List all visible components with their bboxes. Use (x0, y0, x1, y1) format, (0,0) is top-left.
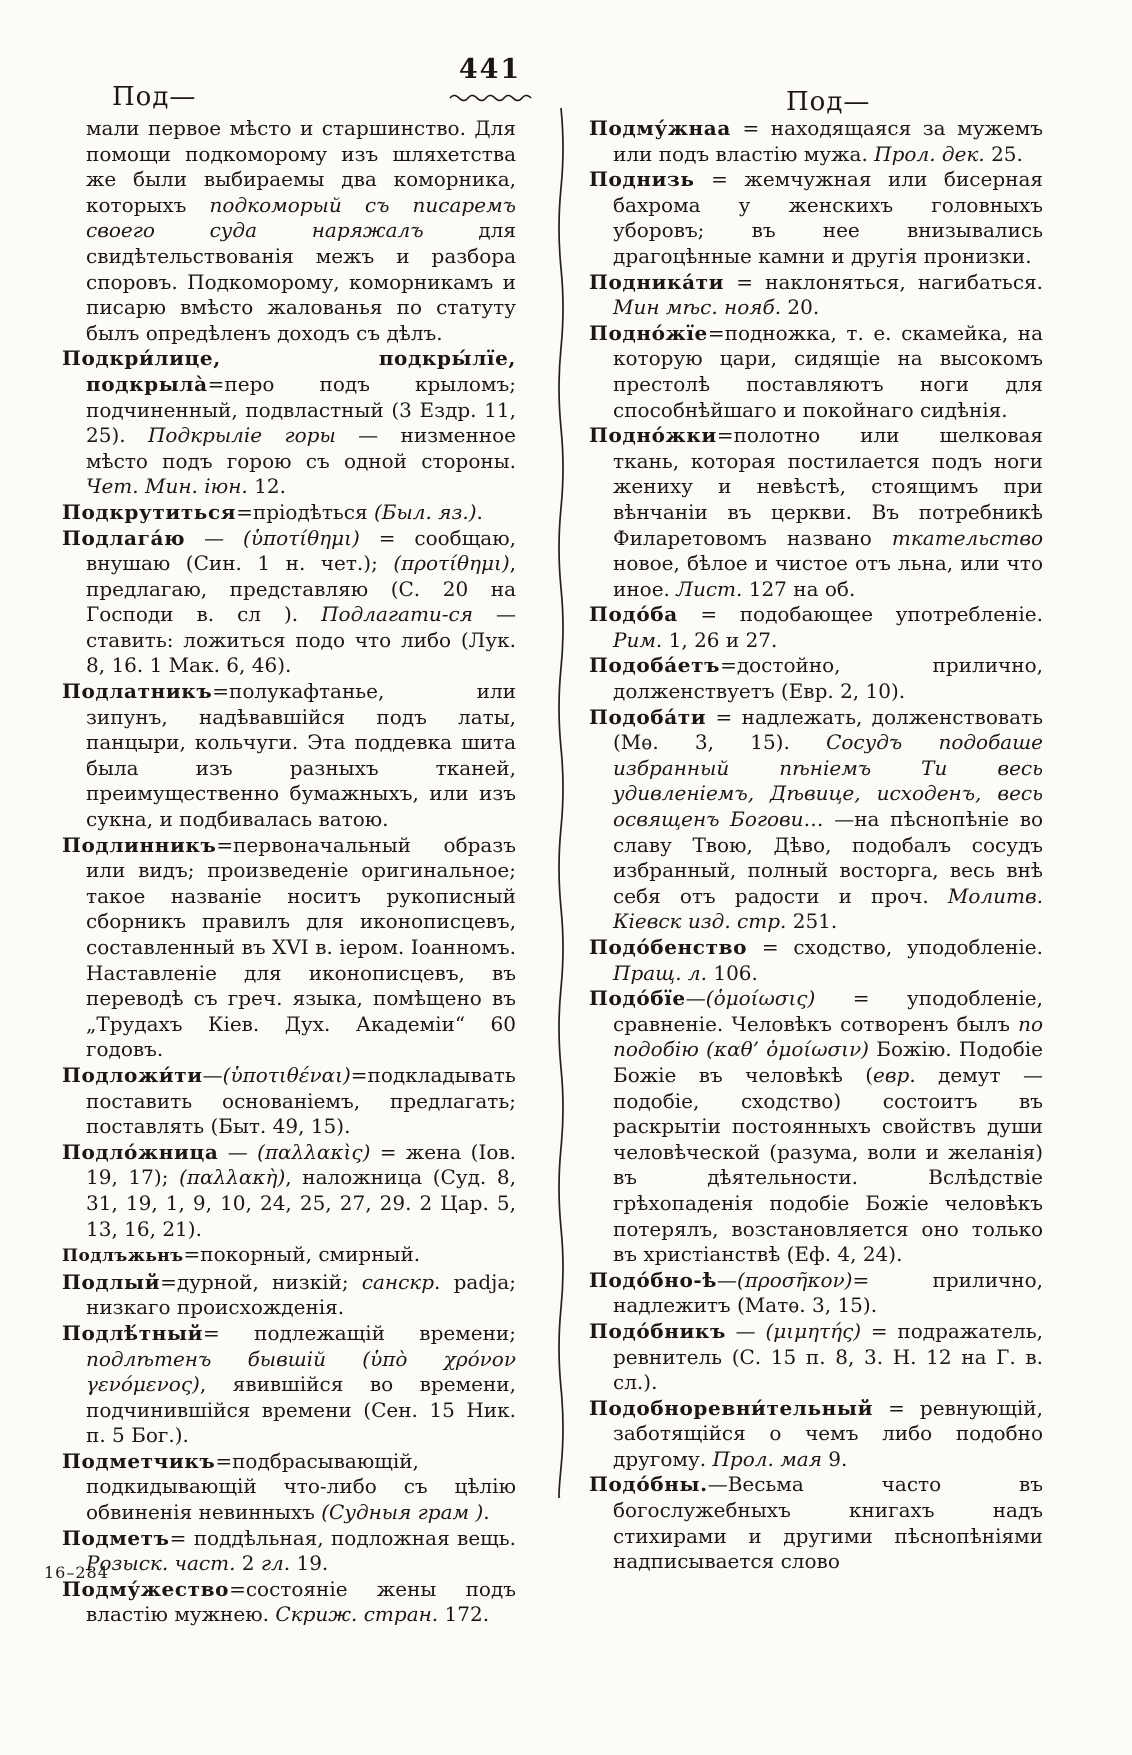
citation-text: Прол. дек. (874, 141, 985, 166)
definition-text: 251. (786, 909, 838, 934)
headword: Подло́жница (62, 1139, 219, 1164)
headword: Подкрутиться (62, 499, 237, 524)
citation-text: Пращ. л. (613, 960, 707, 985)
definition-text: =подкладывать поставить основаніемъ, предлагать; поставлять (Быт. 49, 15). (86, 1062, 516, 1139)
citation-text: подкоморый съ писаремъ своего суда наряжалъ (86, 192, 516, 243)
definition-text: . (476, 499, 483, 524)
definition-text: = уподобленіе, сравненіе. Человѣкъ сотворенъ былъ (613, 986, 1043, 1036)
headword: Подобноревни́тельный (589, 1395, 874, 1420)
dictionary-entry (589, 321, 1043, 423)
definition-text: = жена (Іов. 19, 17); (86, 1139, 516, 1190)
left-column (62, 116, 516, 1628)
dictionary-entry (589, 935, 1043, 986)
citation-text: гл. (260, 1551, 291, 1576)
definition-text: 2 (235, 1551, 261, 1576)
definition-text: 20. (781, 295, 820, 320)
definition-text: — (716, 1267, 737, 1292)
headword: Подкри́лице, подкры́лїе, подкрыла̀ (62, 346, 516, 396)
definition-text: — (202, 1062, 223, 1087)
headword: Подлъжьнъ (62, 1246, 184, 1267)
definition-text: = сообщаю, внушаю (Син. 1 н. чет.); (86, 525, 516, 576)
dictionary-entry (589, 423, 1043, 602)
definition-text: =достойно, прилично, долженствуетъ (Евр. 2, 10). (613, 653, 1043, 704)
headword: Подлатникъ (62, 679, 213, 704)
dictionary-entry (62, 526, 516, 680)
headword: Подо́ба (589, 602, 678, 627)
greek-text: (παλλακὴ) (179, 1165, 286, 1190)
column-divider (556, 108, 566, 1498)
definition-text: 12. (247, 474, 286, 499)
citation-text: Мин мѣс. нояб. (613, 295, 782, 320)
definition-text: = прилично, надлежитъ (Матѳ. 3, 15). (613, 1267, 1043, 1318)
citation-text: (Судныя грам ) (321, 1500, 484, 1525)
definition-text: — (218, 1139, 258, 1164)
greek-text: (προσῆκον) (736, 1267, 853, 1292)
headword: Подо́бїе (589, 986, 686, 1011)
definition-text: =подбрасывающій, подкидывающій что-либо съ цѣлію обвиненія невинныхъ (86, 1448, 516, 1525)
dictionary-entry (589, 1268, 1043, 1319)
running-head-right: Под— (786, 87, 871, 117)
citation-text: Сосудъ подобаше избранный пѣніемъ Ти весь удивленіемъ, Дѣвице, исходенъ, весь освященъ Богови… (613, 730, 1043, 832)
headword: Подму́жество (62, 1576, 230, 1601)
definition-text: =полотно или шелковая ткань, которая постилается подъ ноги жениху и невѣстѣ, стоящимъ при вѣнчаніи въ церкви. Въ потребникѣ Филаретовомъ названо (613, 423, 1043, 550)
citation-text: по подобію (613, 1011, 1043, 1062)
citation-text: санскр (361, 1269, 435, 1294)
greek-text: (καθ’ ὁμοίωσιν) (706, 1037, 869, 1062)
dictionary-entry (589, 705, 1043, 935)
definition-text: 19. (290, 1551, 329, 1576)
dictionary-entry (62, 1526, 516, 1577)
headword: Подо́бенство (589, 935, 748, 959)
definition-text: =первоначальный образъ или видъ; произведеніе оригинальное; такое названіе носитъ рукописный сборникъ правилъ для иконописцевъ, составленный въ XVI в. іером. Іоанномъ. Наставленіе для иконописцевъ, въ переводѣ съ греч. языка, помѣщено въ „Трудахъ Кіев. Дух. Академіи“ 60 годовъ. (86, 832, 516, 1062)
citation-text: ткательство (891, 525, 1043, 550)
definition-text: = жемчужная или бисерная бахрома у женскихъ головныхъ уборовъ; въ нее внизывались драгоцѣнные камни и другія пронизки. (613, 167, 1043, 268)
dictionary-entry (62, 833, 516, 1063)
definition-text: , наложница (Суд. 8, 31, 19, 1, 9, 10, 24, 25, 27, 29. 2 Цар. 5, 13, 16, 21). (86, 1165, 516, 1241)
headword: Подника́ти (589, 269, 725, 294)
headword: Поднизь (589, 167, 695, 192)
page-number-underline (448, 92, 538, 104)
definition-text: . демут — подобіе, сходство) состоитъ въ раскрытіи постоянныхъ свойствъ души человѣческой (разума, воли и желанія) въ дѣятельности. Вслѣдствіе грѣхопаденія подобіе Божіе человѣкъ потерялъ, возстановляется оно только въ христіанствѣ (Еф. 4, 24). (613, 1062, 1043, 1267)
definition-text: =перо подъ крыломъ; подчиненный, подвластный (3 Ездр. 11, 25). (86, 371, 516, 448)
citation-text: Подкрыліе горы (147, 423, 336, 448)
dictionary-entry (589, 167, 1043, 269)
definition-text: 127 на об. (742, 576, 856, 601)
page-number: 441 (458, 54, 522, 85)
definition-text: 9. (821, 1446, 848, 1471)
definition-text: 106. (707, 960, 758, 985)
greek-text: (προτίθημι) (393, 551, 510, 576)
headword: Подо́бно-ѣ (589, 1267, 717, 1292)
definition-text: = ревнующій, заботящійся о чемъ либо подобно другому. (613, 1395, 1043, 1471)
greek-text: (ὁμοίωσις) (705, 986, 816, 1011)
greek-text: (ὑπὸ χρόνον γενόμενος) (86, 1346, 516, 1397)
headword: Подму́жнаа (589, 116, 731, 140)
definition-text: . padja; низкаго происхожденія. (86, 1269, 516, 1320)
dictionary-entry (62, 1270, 516, 1321)
definition-text: 25. (984, 141, 1023, 166)
citation-text: Чет. Мин. іюн. (86, 474, 248, 499)
definition-text: , явившійся во времени, подчинившійся времени (Сен. 15 Ник. п. 5 Бог.). (86, 1372, 516, 1448)
definition-text: новое, бѣлое и чистое отъ льна, или что иное. (613, 551, 1043, 601)
definition-text: = наклоняться, нагибаться. (724, 269, 1043, 294)
dictionary-entry (589, 653, 1043, 704)
dictionary-entry (62, 500, 516, 526)
greek-text: (ὑποτιθέναι) (222, 1062, 351, 1087)
definition-text: — низменное мѣсто подъ горою съ одной стороны. (86, 423, 517, 473)
dictionary-entry (62, 1321, 516, 1449)
dictionary-entry (589, 1396, 1043, 1473)
running-head-left: Под— (112, 82, 197, 112)
dictionary-entry (589, 1319, 1043, 1396)
headword: Подо́бникъ (589, 1318, 726, 1343)
headword: Подлѣ́тный (62, 1320, 204, 1345)
headword: Подлинникъ (62, 832, 217, 857)
headword: Подложи́ти (62, 1062, 203, 1087)
citation-text: (Был. яз.) (373, 499, 477, 524)
dictionary-entry (62, 1063, 516, 1140)
greek-text: (ὑποτίθημι) (243, 525, 360, 550)
definition-text: —Весьма часто въ богослужебныхъ книгахъ надъ стихирами и другими пѣснопѣніями надписывается слово (613, 1472, 1043, 1574)
headword: Подо́бны. (589, 1472, 708, 1497)
definition-text: 172. (438, 1602, 490, 1627)
definition-text: = надлежать, долженствовать (Мѳ. 3, 15). (613, 704, 1043, 755)
headword: Подоба́ти (589, 704, 707, 729)
citation-text: Розыск. част. (86, 1551, 236, 1576)
citation-text: Рим. (613, 627, 663, 652)
definition-text: 1, 26 и 27. (662, 627, 778, 652)
definition-text: = поддѣльная, подложная вещь. (169, 1525, 516, 1550)
headword: Подно́жїе (589, 320, 708, 345)
continuation-paragraph (62, 116, 516, 346)
greek-text: (παλλακὶς) (257, 1139, 371, 1164)
definition-text: =покорный, смирный. (183, 1242, 421, 1267)
dictionary-entry (589, 116, 1043, 167)
definition-text: = подражатель, ревнитель (С. 15 п. 8, 3. Н. 12 на Г. в. сл.). (613, 1318, 1043, 1395)
definition-text: =полукафтанье, или зипунъ, надѣвавшійся подъ латы, панцыри, кольчуги. Эта поддевка шита была изъ разныхъ тканей, преимущественно бумажныхъ, или изъ сукна, и подбивалась ватою. (86, 679, 516, 832)
headword: Подоба́етъ (589, 653, 721, 678)
headword: Подно́жки (589, 423, 717, 448)
definition-text: — ставить: ложиться подо что либо (Лук. 8, 16. 1 Мак. 6, 46). (86, 602, 516, 678)
definition-text: =дурной, низкій; (160, 1269, 362, 1294)
headword: Подлага́ю (62, 525, 186, 550)
citation-text: Прол. мая (712, 1446, 822, 1471)
dictionary-entry (589, 986, 1043, 1268)
headword: Подметчикъ (62, 1448, 216, 1473)
dictionary-entry (62, 679, 516, 833)
definition-text: — (725, 1318, 766, 1343)
dictionary-entry (62, 1449, 516, 1526)
dictionary-entry (589, 270, 1043, 321)
definition-text: . (483, 1500, 490, 1525)
definition-text: = подобающее употребленіе. (677, 602, 1043, 627)
definition-text: —на пѣснопѣніе во славу Твою, Дѣво, подобалъ сосудъ избранный, полный восторга, весь внѣ себя отъ радости и проч. (613, 807, 1044, 908)
definition-text: =пріодѣться (236, 499, 374, 524)
citation-text: подлѣтенъ бывшій (86, 1346, 363, 1371)
dictionary-entry (62, 346, 516, 500)
definition-text: — (185, 525, 244, 550)
citation-text: Молитв. Кіевск изд. стр. (613, 883, 1043, 934)
dictionary-entry (589, 1472, 1043, 1574)
definition-text: = подлежащій времени; (203, 1320, 516, 1345)
signature-mark: 16–284 (44, 1563, 109, 1582)
citation-text: Подлагати-ся (321, 602, 474, 627)
dictionary-entry (62, 1577, 516, 1628)
greek-text: (μιμητής) (765, 1318, 862, 1343)
definition-text: = сходство, уподобленіе. (747, 935, 1043, 959)
definition-text: =состояніе жены подъ властію мужнею. (86, 1576, 516, 1627)
definition-text: для свидѣтельствованія межъ и разбора споровъ. Подкоморому, коморникамъ и писарю вмѣсто жалованья по статуту былъ опредѣленъ доходъ съ дѣлъ. (86, 218, 516, 345)
right-column (589, 116, 1043, 1575)
definition-text: Божію. Подобіе Божіе въ человѣкѣ ( (613, 1037, 1043, 1087)
dictionary-entry (589, 602, 1043, 653)
citation-text: Лист. (676, 576, 743, 601)
headword: Подлый (62, 1269, 161, 1294)
definition-text: , предлагаю, представляю (С. 20 на Господи в. сл ). (86, 551, 516, 627)
citation-text: Скриж. стран. (275, 1602, 439, 1627)
headword: Подметъ (62, 1525, 170, 1550)
definition-text: мали первое мѣсто и старшинство. Для помощи подкоморому изъ шляхетства же были выбираемы два коморника, которыхъ (86, 116, 516, 217)
dictionary-entry (62, 1140, 516, 1242)
citation-text: евр (873, 1062, 910, 1087)
definition-text: = находящаяся за мужемъ или подъ властію мужа. (613, 116, 1043, 166)
dictionary-entry (62, 1242, 516, 1270)
definition-text: =подножка, т. е. скамейка, на которую цари, сидящіе на высокомъ престолѣ поставляютъ ноги для способнѣйшаго и покойнаго сидѣнія. (613, 320, 1043, 422)
definition-text: — (685, 986, 706, 1011)
